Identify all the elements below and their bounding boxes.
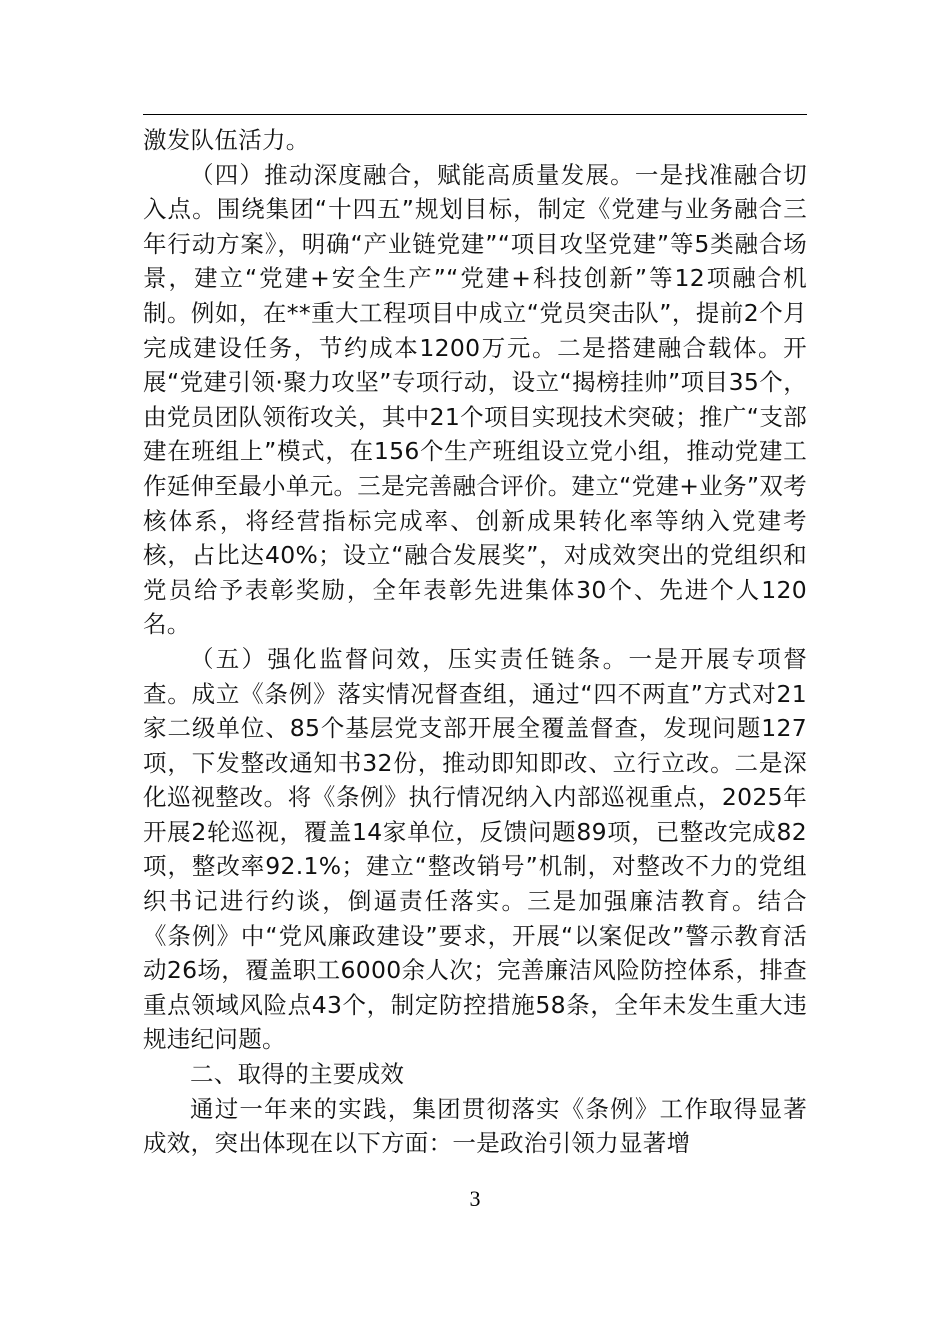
paragraph-continuation: 激发队伍活力。 [143,126,310,154]
header-rule [143,114,807,115]
paragraph-section-four: （四）推动深度融合，赋能高质量发展。一是找准融合切入点。围绕集团“十四五”规划目标，制定《党建与业务融合三年行动方案》，明确“产业链党建”“项目攻坚党建”等5类融合场景，建立“党建+安全生产”“党建+科技创新”等12项融合机制。例如，在**重大工程项目中成立“党员突击队”，提前2个月完成建设任务，节约成本1200万元。二是搭建融合载体。开展“党建引领·聚力攻坚”专项行动，设立“揭榜挂帅”项目35个，由党员团队领衔攻关，其中21个项目实现技术突破；推广“支部建在班组上”模式，在156个生产班组设立党小组，推动党建工作延伸至最小单元。三是完善融合评价。建立“党建+业务”双考核体系，将经营指标完成率、创新成果转化率等纳入党建考核，占比达40%；设立“融合发展奖”，对成效突出的党组织和党员给予表彰奖励，全年表彰先进集体30个、先进个人120名。 [143,160,807,639]
paragraph-achievements-intro: 通过一年来的实践，集团贯彻落实《条例》工作取得显著成效，突出体现在以下方面：一是政治引领力显著增 [143,1094,807,1158]
paragraph-section-five: （五）强化监督问效，压实责任链条。一是开展专项督查。成立《条例》落实情况督查组，通过“四不两直”方式对21家二级单位、85个基层党支部开展全覆盖督查，发现问题127项，下发整改通知书32份，推动即知即改、立行立改。二是深化巡视整改。将《条例》执行情况纳入内部巡视重点，2025年开展2轮巡视，覆盖14家单位，反馈问题89项，已整改完成82项，整改率92.1%；建立“整改销号”机制，对整改不力的党组织书记进行约谈，倒逼责任落实。三是加强廉洁教育。结合《条例》中“党风廉政建设”要求，开展“以案促改”警示教育活动26场，覆盖职工6000余人次；完善廉洁风险防控体系，排查重点领域风险点43个，制定防控措施58条，全年未发生重大违规违纪问题。 [143,644,807,1054]
section-heading-achievements: 二、取得的主要成效 [190,1060,405,1089]
body-text [143,123,807,1161]
page-number: 3 [469,1186,481,1211]
